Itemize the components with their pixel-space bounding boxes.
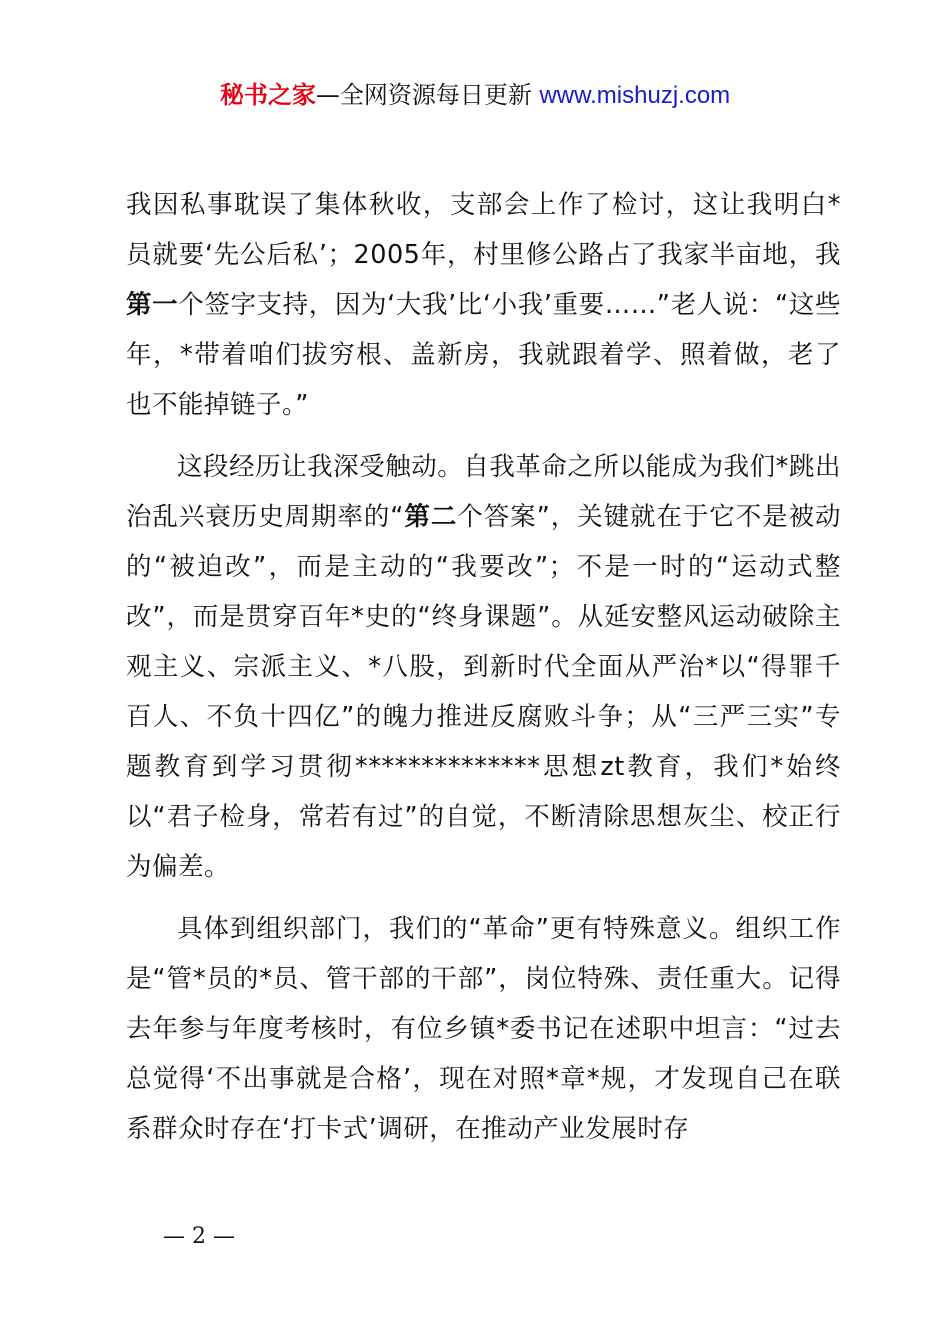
site-brand: 秘书之家 [219,81,316,109]
paragraph-1-bold: 第一 [126,290,179,320]
site-header [0,78,950,113]
paragraph-1-text-b: 个签字支持，因为‘大我’比‘小我’重要……”老人说：“这些年，*带着咱们拔穷根、盖新房，我就跟着学、照着做，老了也不能掉链子。” [126,290,841,420]
page-number: — 2 — [163,1224,235,1249]
paragraph-2-text-b: 个答案”，关键就在于它不是被动的“被迫改”，而是主动的“我要改”；不是一时的“运动式整改”，而是贯穿百年*史的“终身课题”。从延安整风运动破除主观主义、宗派主义、*八股，到新时代全面从严治*以“得罪千百人、不负十四亿”的魄力推进反腐败斗争；从“三严三实”专题教育到学习贯彻**************思想zt教育，我们*始终以“君子检身，常若有过”的自觉，不断清除思想灰尘、校正行为偏差。 [126,502,841,882]
site-slogan: —全网资源每日更新 [315,81,540,109]
paragraph-2-text-a: 这段经历让我深受触动。自我革命之所以能成为我们*跳出治乱兴衰历史周期率的“ [126,452,841,532]
document-body [126,180,841,1154]
paragraph-2 [126,442,841,892]
paragraph-1 [126,180,841,430]
paragraph-3: 具体到组织部门，我们的“革命”更有特殊意义。组织工作是“管*员的*员、管干部的干部”，岗位特殊、责任重大。记得去年参与年度考核时，有位乡镇*委书记在述职中坦言：“过去总觉得‘不出事就是合格’，现在对照*章*规，才发现自己在联系群众时存在‘打卡式’调研，在推动产业发展时存 [126,914,841,1144]
paragraph-1-text-a: 我因私事耽误了集体秋收，支部会上作了检讨，这让我明白*员就要‘先公后私’；2005年，村里修公路占了我家半亩地，我 [126,190,841,270]
site-url-link[interactable]: www.mishuzj.com [539,82,731,109]
paragraph-2-bold: 第二 [404,502,458,532]
